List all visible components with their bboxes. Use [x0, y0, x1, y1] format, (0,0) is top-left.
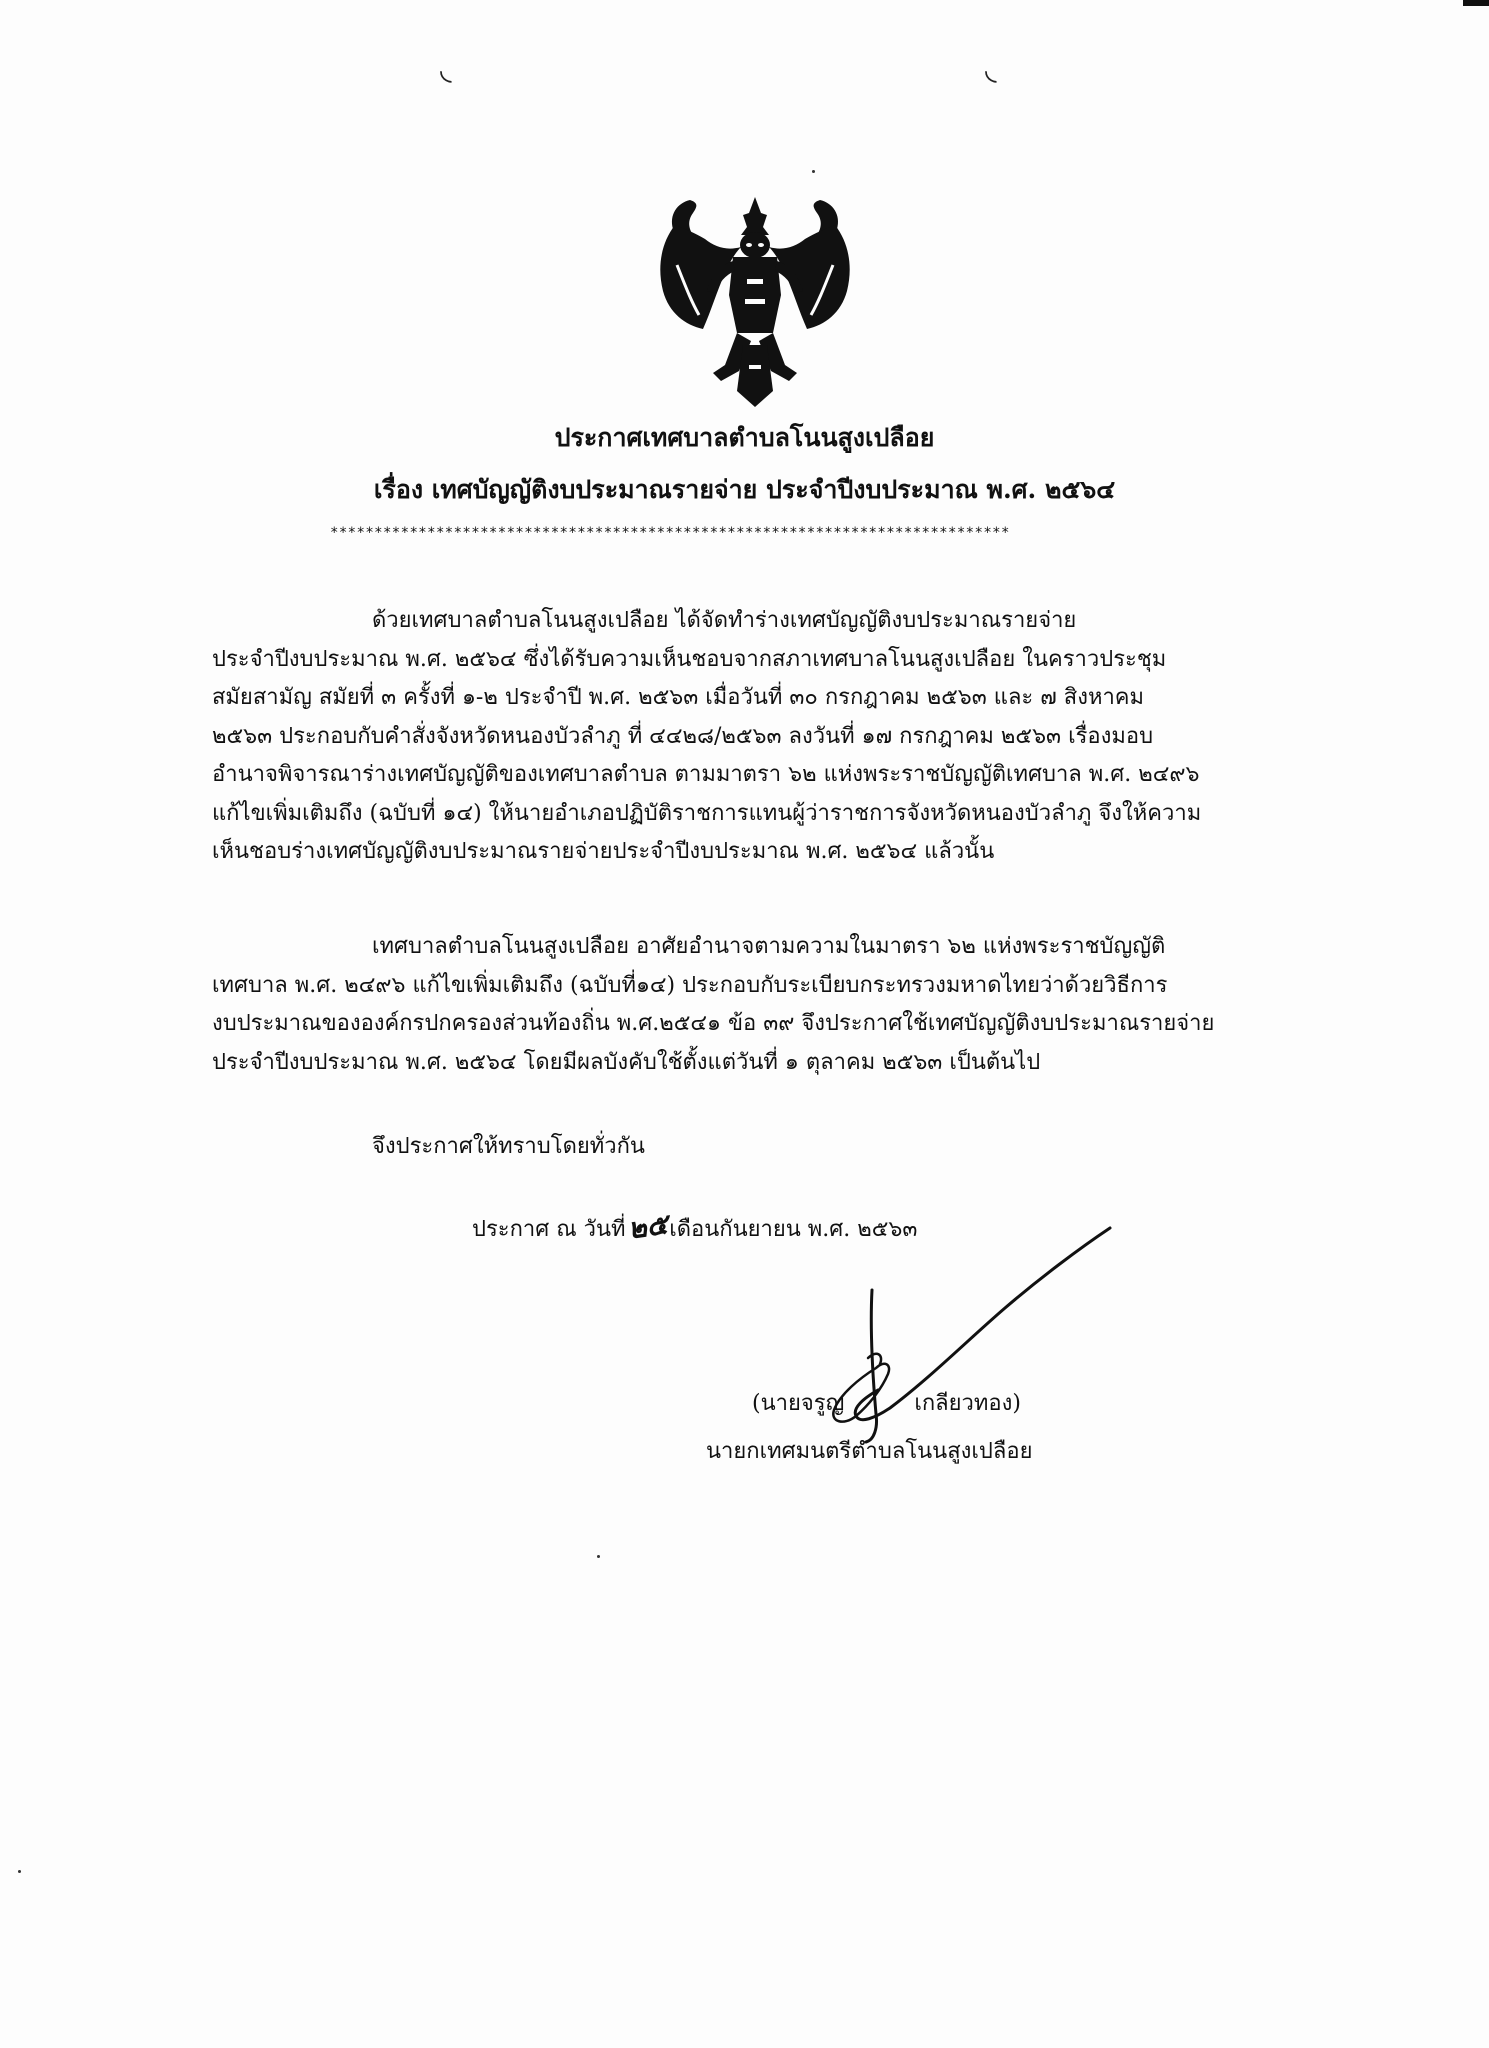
separator-line: *****************************************************************************: [330, 525, 1010, 541]
signer-name-close: เกลียวทอง): [914, 1391, 1021, 1416]
paragraph-line: เทศบาล พ.ศ. ๒๔๙๖ แก้ไขเพิ่มเติมถึง (ฉบับที่๑๔) ประกอบกับระเบียบกระทรวงมหาดไทยว่าด้วยวิธีการ: [212, 972, 1168, 998]
paragraph-line: แก้ไขเพิ่มเติมถึง (ฉบับที่ ๑๔) ให้นายอำเภอปฏิบัติราชการแทนผู้ว่าราชการจังหวัดหนองบัวลำภู จึงให้ความ: [212, 800, 1202, 826]
paragraph-line: ประจำปีงบประมาณ พ.ศ. ๒๕๖๔ โดยมีผลบังคับใช้ตั้งแต่วันที่ ๑ ตุลาคม ๒๕๖๓ เป็นต้นไป: [212, 1049, 1041, 1075]
scan-speck: [18, 1870, 21, 1873]
document-heading: ประกาศเทศบาลตำบลโนนสูงเปลือย: [554, 423, 935, 452]
paragraph-line: ประจำปีงบประมาณ พ.ศ. ๒๕๖๔ ซึ่งได้รับความเห็นชอบจากสภาเทศบาลโนนสูงเปลือย ในคราวประชุม: [212, 646, 1167, 672]
paragraph-line: อำนาจพิจารณาร่างเทศบัญญัติของเทศบาลตำบล ตามมาตรา ๖๒ แห่งพระราชบัญญัติเทศบาล พ.ศ. ๒๔๙๖: [212, 762, 1200, 787]
garuda-emblem-icon: [655, 195, 855, 410]
date-prefix: ประกาศ ณ วันที่: [472, 1217, 626, 1242]
paragraph-line: งบประมาณขององค์กรปกครองส่วนท้องถิ่น พ.ศ.๒๕๔๑ ข้อ ๓๙ จึงประกาศใช้เทศบัญญัติงบประมาณรายจ่าย: [212, 1011, 1215, 1036]
paragraph-line: สมัยสามัญ สมัยที่ ๓ ครั้งที่ ๑-๒ ประจำปี พ.ศ. ๒๕๖๓ เมื่อวันที่ ๓๐ กรกฎาคม ๒๕๖๓ และ ๗ สิงหาคม: [212, 685, 1145, 710]
paragraph-line: เห็นชอบร่างเทศบัญญัติงบประมาณรายจ่ายประจำปีงบประมาณ พ.ศ. ๒๕๖๔ แล้วนั้น: [212, 839, 995, 864]
scan-speck: [597, 1555, 600, 1558]
paragraph-line: เทศบาลตำบลโนนสูงเปลือย อาศัยอำนาจตามความในมาตรา ๖๒ แห่งพระราชบัญญัติ: [372, 934, 1166, 959]
paragraph-1: [212, 602, 1307, 872]
date-day-handwritten: ๒๕: [625, 1207, 670, 1246]
scan-corner-mark: [1463, 0, 1489, 6]
paragraph-2: [212, 928, 1307, 1082]
paragraph-line: ๒๕๖๓ ประกอบกับคำสั่งจังหวัดหนองบัวลำภู ที่ ๔๔๒๘/๒๕๖๓ ลงวันที่ ๑๗ กรกฎาคม ๒๕๖๓ เรื่องมอบ: [212, 723, 1154, 749]
closing-statement: จึงประกาศให้ทราบโดยทั่วกัน: [372, 1134, 645, 1159]
punch-mark-left: ◟: [440, 52, 452, 87]
paragraph-line: ด้วยเทศบาลตำบลโนนสูงเปลือย ได้จัดทำร่างเทศบัญญัติงบประมาณรายจ่าย: [372, 608, 1077, 633]
punch-mark-right: ◟: [985, 52, 997, 87]
signer-name: [752, 1385, 1021, 1420]
signer-position: นายกเทศมนตรีตำบลโนนสูงเปลือย: [706, 1439, 1033, 1464]
signer-name-open: (นายจรูญ: [752, 1391, 845, 1416]
scan-speck: [812, 170, 815, 173]
document-subject: เรื่อง เทศบัญญัติงบประมาณรายจ่าย ประจำปีงบประมาณ พ.ศ. ๒๕๖๔: [373, 475, 1116, 504]
date-suffix: เดือนกันยายน พ.ศ. ๒๕๖๓: [669, 1217, 918, 1242]
